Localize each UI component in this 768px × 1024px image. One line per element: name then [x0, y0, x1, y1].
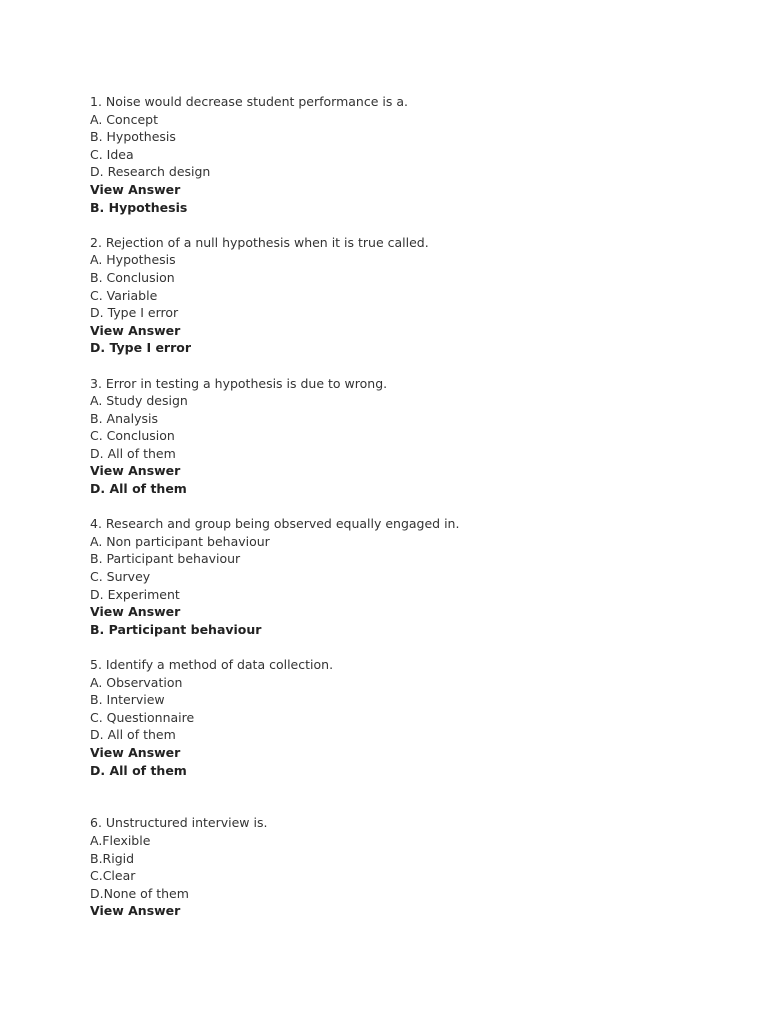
option-d: D. Experiment — [90, 586, 180, 602]
question-block-6 — [90, 814, 730, 920]
spacer — [90, 638, 730, 656]
answer-text: B. Participant behaviour — [90, 621, 262, 637]
spacer — [90, 357, 730, 375]
option-b: B. Analysis — [90, 410, 159, 426]
question-block-1 — [90, 93, 730, 216]
option-c: C. Idea — [90, 146, 134, 162]
question-block-2 — [90, 234, 730, 357]
view-answer-link[interactable]: View Answer — [90, 744, 181, 760]
option-a: A.Flexible — [90, 832, 151, 848]
question-prompt: 3. Error in testing a hypothesis is due to wrong. — [90, 375, 388, 391]
spacer — [90, 779, 730, 814]
question-prompt: 6. Unstructured interview is. — [90, 815, 268, 831]
option-d: D. All of them — [90, 445, 176, 461]
question-prompt: 5. Identify a method of data collection. — [90, 657, 334, 672]
option-c: C.Clear — [90, 868, 136, 884]
option-d: D. Research design — [90, 164, 211, 180]
quiz-document — [90, 93, 730, 920]
answer-text: B. Hypothesis — [90, 199, 188, 215]
option-b: B. Participant behaviour — [90, 551, 241, 567]
option-b: B.Rigid — [90, 850, 135, 866]
option-c: C. Survey — [90, 569, 151, 585]
answer-text: D. All of them — [90, 481, 187, 497]
option-c: C. Questionnaire — [90, 709, 195, 725]
option-a: A. Study design — [90, 393, 188, 409]
option-d: D.None of them — [90, 885, 189, 901]
question-block-3 — [90, 375, 730, 498]
option-d: D. Type I error — [90, 305, 179, 321]
question-prompt: 4. Research and group being observed equally engaged in. — [90, 516, 460, 532]
option-a: A. Concept — [90, 111, 158, 127]
view-answer-link[interactable]: View Answer — [90, 322, 181, 338]
view-answer-link[interactable]: View Answer — [90, 903, 181, 919]
answer-text: D. Type I error — [90, 340, 192, 356]
question-prompt: 2. Rejection of a null hypothesis when it is true called. — [90, 234, 429, 250]
answer-text: D. All of them — [90, 762, 187, 778]
question-block-5 — [90, 656, 730, 779]
question-block-4 — [90, 515, 730, 638]
option-b: B. Hypothesis — [90, 129, 176, 145]
question-prompt: 1. Noise would decrease student performance is a. — [90, 94, 408, 109]
view-answer-link[interactable]: View Answer — [90, 604, 181, 620]
option-c: C. Conclusion — [90, 428, 175, 444]
option-a: A. Hypothesis — [90, 252, 176, 268]
option-b: B. Interview — [90, 692, 165, 708]
option-b: B. Conclusion — [90, 269, 175, 285]
view-answer-link[interactable]: View Answer — [90, 181, 181, 197]
spacer — [90, 216, 730, 234]
view-answer-link[interactable]: View Answer — [90, 463, 181, 479]
option-a: A. Non participant behaviour — [90, 533, 270, 549]
spacer — [90, 498, 730, 516]
option-a: A. Observation — [90, 674, 183, 690]
option-d: D. All of them — [90, 727, 176, 743]
option-c: C. Variable — [90, 287, 158, 303]
